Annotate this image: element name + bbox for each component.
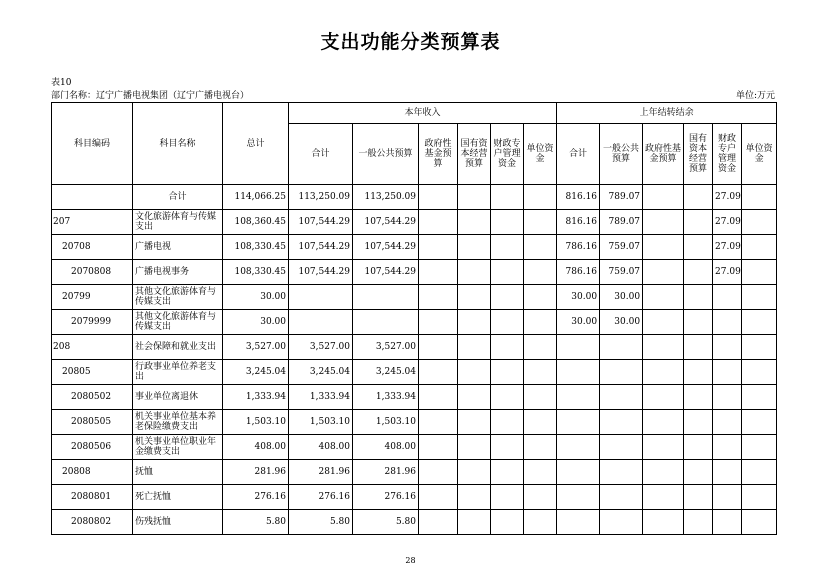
cell-cur-fiscal <box>491 460 524 485</box>
table-row <box>52 485 777 510</box>
cell-code: 2080801 <box>52 485 133 510</box>
cell-co-unit <box>742 385 777 410</box>
cell-co-soe <box>684 360 713 385</box>
cell-cur-total: 107,544.29 <box>289 260 353 285</box>
cell-co-unit <box>742 460 777 485</box>
table-row <box>52 510 777 535</box>
cell-co-general <box>600 485 643 510</box>
cell-total: 30.00 <box>223 310 289 335</box>
cell-co-gov-fund <box>643 185 684 210</box>
page-number: 28 <box>405 556 416 565</box>
cell-co-unit <box>742 310 777 335</box>
cell-code: 2079999 <box>52 310 133 335</box>
cell-cur-gov-fund <box>419 235 458 260</box>
cell-co-gov-fund <box>643 285 684 310</box>
cell-co-general: 30.00 <box>600 310 643 335</box>
cell-co-total: 30.00 <box>557 310 600 335</box>
cell-cur-soe <box>458 360 491 385</box>
cell-name: 事业单位离退休 <box>133 385 223 410</box>
cell-cur-general: 3,245.04 <box>353 360 419 385</box>
cell-co-gov-fund <box>643 260 684 285</box>
cell-co-soe <box>684 235 713 260</box>
cell-total: 1,333.94 <box>223 385 289 410</box>
cell-cur-soe <box>458 310 491 335</box>
cell-co-general <box>600 460 643 485</box>
cell-cur-general: 107,544.29 <box>353 260 419 285</box>
cell-co-soe <box>684 335 713 360</box>
cell-co-general: 789.07 <box>600 185 643 210</box>
cell-code: 2080502 <box>52 385 133 410</box>
cell-cur-fiscal <box>491 360 524 385</box>
header-cur-soe: 国有资本经营预算 <box>458 124 491 185</box>
cell-co-soe <box>684 260 713 285</box>
cell-cur-general: 1,503.10 <box>353 410 419 435</box>
cell-name: 行政事业单位养老支出 <box>133 360 223 385</box>
cell-co-total <box>557 335 600 360</box>
table-row <box>52 260 777 285</box>
cell-code: 20808 <box>52 460 133 485</box>
table-row <box>52 335 777 360</box>
cell-co-unit <box>742 210 777 235</box>
cell-cur-soe <box>458 285 491 310</box>
cell-cur-unit <box>524 485 557 510</box>
cell-co-total <box>557 485 600 510</box>
cell-cur-unit <box>524 460 557 485</box>
cell-cur-unit <box>524 310 557 335</box>
cell-cur-total: 5.80 <box>289 510 353 535</box>
cell-cur-unit <box>524 410 557 435</box>
cell-cur-fiscal <box>491 385 524 410</box>
cell-cur-soe <box>458 235 491 260</box>
cell-cur-unit <box>524 510 557 535</box>
cell-cur-general: 3,527.00 <box>353 335 419 360</box>
cell-cur-soe <box>458 335 491 360</box>
cell-co-total: 786.16 <box>557 260 600 285</box>
cell-cur-general <box>353 285 419 310</box>
cell-cur-soe <box>458 485 491 510</box>
cell-co-total <box>557 410 600 435</box>
table-row <box>52 385 777 410</box>
cell-co-total: 786.16 <box>557 235 600 260</box>
cell-cur-gov-fund <box>419 335 458 360</box>
cell-co-unit <box>742 335 777 360</box>
cell-co-gov-fund <box>643 485 684 510</box>
header-co-gov-fund: 政府性基金预算 <box>643 124 684 185</box>
cell-code: 207 <box>52 210 133 235</box>
cell-cur-total <box>289 285 353 310</box>
cell-cur-fiscal <box>491 235 524 260</box>
cell-co-gov-fund <box>643 335 684 360</box>
cell-total: 108,330.45 <box>223 235 289 260</box>
cell-co-gov-fund <box>643 410 684 435</box>
document-title: 支出功能分类预算表 <box>320 31 501 53</box>
table-row <box>52 310 777 335</box>
cell-co-general: 759.07 <box>600 260 643 285</box>
cell-code: 2070808 <box>52 260 133 285</box>
cell-cur-total: 3,245.04 <box>289 360 353 385</box>
cell-code: 208 <box>52 335 133 360</box>
cell-cur-soe <box>458 210 491 235</box>
table-row <box>52 435 777 460</box>
cell-co-gov-fund <box>643 210 684 235</box>
cell-co-gov-fund <box>643 235 684 260</box>
header-co-total: 合计 <box>557 124 600 185</box>
cell-co-soe <box>684 310 713 335</box>
cell-cur-fiscal <box>491 510 524 535</box>
table-number: 表10 <box>51 78 72 88</box>
table-row <box>52 360 777 385</box>
cell-co-unit <box>742 510 777 535</box>
header-cur-total: 合计 <box>289 124 353 185</box>
cell-name: 广播电视 <box>133 235 223 260</box>
cell-cur-soe <box>458 410 491 435</box>
table-row <box>52 210 777 235</box>
cell-total: 1,503.10 <box>223 410 289 435</box>
cell-co-soe <box>684 185 713 210</box>
header-cur-fiscal: 财政专户管理资金 <box>491 124 524 185</box>
cell-co-fiscal <box>713 410 742 435</box>
cell-cur-soe <box>458 510 491 535</box>
cell-co-soe <box>684 485 713 510</box>
cell-co-unit <box>742 285 777 310</box>
cell-name: 其他文化旅游体育与传媒支出 <box>133 310 223 335</box>
cell-co-unit <box>742 485 777 510</box>
cell-cur-gov-fund <box>419 260 458 285</box>
cell-cur-total: 1,333.94 <box>289 385 353 410</box>
cell-cur-gov-fund <box>419 360 458 385</box>
header-current-year: 本年收入 <box>289 103 557 124</box>
cell-co-fiscal <box>713 360 742 385</box>
cell-total: 108,360.45 <box>223 210 289 235</box>
cell-name: 机关事业单位基本养老保险缴费支出 <box>133 410 223 435</box>
cell-co-unit <box>742 235 777 260</box>
cell-cur-general: 281.96 <box>353 460 419 485</box>
cell-cur-total: 107,544.29 <box>289 235 353 260</box>
cell-co-unit <box>742 260 777 285</box>
budget-table <box>51 102 777 535</box>
cell-cur-general: 408.00 <box>353 435 419 460</box>
header-co-general: 一般公共预算 <box>600 124 643 185</box>
cell-co-fiscal <box>713 485 742 510</box>
cell-cur-fiscal <box>491 210 524 235</box>
cell-cur-total: 3,527.00 <box>289 335 353 360</box>
cell-co-fiscal <box>713 310 742 335</box>
header-name: 科目名称 <box>133 103 223 185</box>
cell-cur-gov-fund <box>419 510 458 535</box>
cell-co-soe <box>684 410 713 435</box>
cell-co-gov-fund <box>643 460 684 485</box>
cell-co-general: 759.07 <box>600 235 643 260</box>
cell-name: 社会保障和就业支出 <box>133 335 223 360</box>
cell-co-total: 816.16 <box>557 185 600 210</box>
header-co-soe: 国有资本经营预算 <box>684 124 713 185</box>
cell-cur-fiscal <box>491 185 524 210</box>
table-row <box>52 460 777 485</box>
cell-co-total: 816.16 <box>557 210 600 235</box>
cell-cur-unit <box>524 210 557 235</box>
cell-co-soe <box>684 510 713 535</box>
cell-cur-total: 107,544.29 <box>289 210 353 235</box>
cell-co-soe <box>684 385 713 410</box>
cell-cur-fiscal <box>491 285 524 310</box>
cell-co-soe <box>684 285 713 310</box>
cell-cur-general: 1,333.94 <box>353 385 419 410</box>
cell-co-fiscal <box>713 285 742 310</box>
cell-co-fiscal <box>713 335 742 360</box>
cell-cur-unit <box>524 385 557 410</box>
cell-name: 合计 <box>133 185 223 210</box>
cell-name: 抚恤 <box>133 460 223 485</box>
cell-co-general <box>600 360 643 385</box>
cell-cur-general: 113,250.09 <box>353 185 419 210</box>
cell-cur-soe <box>458 185 491 210</box>
cell-code: 20708 <box>52 235 133 260</box>
cell-cur-gov-fund <box>419 435 458 460</box>
cell-total: 276.16 <box>223 485 289 510</box>
cell-co-soe <box>684 460 713 485</box>
cell-code: 2080802 <box>52 510 133 535</box>
cell-cur-fiscal <box>491 410 524 435</box>
cell-name: 伤残抚恤 <box>133 510 223 535</box>
cell-cur-general: 5.80 <box>353 510 419 535</box>
cell-cur-unit <box>524 235 557 260</box>
cell-co-soe <box>684 210 713 235</box>
header-total: 总计 <box>223 103 289 185</box>
cell-cur-total: 408.00 <box>289 435 353 460</box>
cell-cur-general <box>353 310 419 335</box>
cell-cur-gov-fund <box>419 310 458 335</box>
cell-cur-unit <box>524 285 557 310</box>
cell-co-unit <box>742 360 777 385</box>
department-name: 部门名称：辽宁广播电视集团（辽宁广播电视台） <box>51 91 250 101</box>
cell-name: 文化旅游体育与传媒支出 <box>133 210 223 235</box>
cell-cur-soe <box>458 460 491 485</box>
cell-cur-total: 276.16 <box>289 485 353 510</box>
cell-total: 281.96 <box>223 460 289 485</box>
cell-co-total <box>557 460 600 485</box>
cell-cur-unit <box>524 360 557 385</box>
cell-co-general <box>600 385 643 410</box>
cell-cur-total: 113,250.09 <box>289 185 353 210</box>
cell-co-total <box>557 435 600 460</box>
cell-name: 死亡抚恤 <box>133 485 223 510</box>
cell-cur-unit <box>524 435 557 460</box>
cell-co-fiscal <box>713 460 742 485</box>
table-row <box>52 185 777 210</box>
cell-cur-fiscal <box>491 260 524 285</box>
header-carryover: 上年结转结余 <box>557 103 777 124</box>
table-row <box>52 410 777 435</box>
table-row <box>52 285 777 310</box>
cell-cur-unit <box>524 260 557 285</box>
cell-co-total <box>557 360 600 385</box>
cell-co-gov-fund <box>643 435 684 460</box>
table-row <box>52 235 777 260</box>
cell-cur-gov-fund <box>419 210 458 235</box>
cell-name: 机关事业单位职业年金缴费支出 <box>133 435 223 460</box>
cell-co-fiscal <box>713 510 742 535</box>
cell-code: 20799 <box>52 285 133 310</box>
cell-cur-general: 276.16 <box>353 485 419 510</box>
cell-total: 30.00 <box>223 285 289 310</box>
cell-cur-total: 281.96 <box>289 460 353 485</box>
cell-co-fiscal: 27.09 <box>713 235 742 260</box>
cell-cur-fiscal <box>491 335 524 360</box>
cell-cur-gov-fund <box>419 285 458 310</box>
cell-co-unit <box>742 410 777 435</box>
cell-co-fiscal <box>713 435 742 460</box>
cell-cur-fiscal <box>491 435 524 460</box>
cell-cur-gov-fund <box>419 410 458 435</box>
cell-co-total <box>557 385 600 410</box>
cell-total: 3,527.00 <box>223 335 289 360</box>
cell-cur-soe <box>458 260 491 285</box>
cell-total: 108,330.45 <box>223 260 289 285</box>
header-cur-gov-fund: 政府性基金预算 <box>419 124 458 185</box>
cell-cur-general: 107,544.29 <box>353 235 419 260</box>
cell-co-gov-fund <box>643 510 684 535</box>
cell-co-fiscal <box>713 385 742 410</box>
cell-total: 408.00 <box>223 435 289 460</box>
cell-name: 广播电视事务 <box>133 260 223 285</box>
cell-co-fiscal: 27.09 <box>713 260 742 285</box>
cell-co-unit <box>742 185 777 210</box>
cell-co-fiscal: 27.09 <box>713 185 742 210</box>
cell-cur-fiscal <box>491 485 524 510</box>
header-cur-general: 一般公共预算 <box>353 124 419 185</box>
header-cur-unit: 单位资金 <box>524 124 557 185</box>
cell-cur-soe <box>458 385 491 410</box>
cell-cur-gov-fund <box>419 485 458 510</box>
cell-co-general: 30.00 <box>600 285 643 310</box>
cell-cur-gov-fund <box>419 385 458 410</box>
cell-co-total: 30.00 <box>557 285 600 310</box>
header-co-unit: 单位资金 <box>742 124 777 185</box>
cell-co-general <box>600 435 643 460</box>
cell-code: 20805 <box>52 360 133 385</box>
cell-code: 2080506 <box>52 435 133 460</box>
cell-co-general <box>600 335 643 360</box>
cell-cur-unit <box>524 185 557 210</box>
cell-total: 5.80 <box>223 510 289 535</box>
cell-cur-total: 1,503.10 <box>289 410 353 435</box>
cell-total: 3,245.04 <box>223 360 289 385</box>
cell-co-unit <box>742 435 777 460</box>
cell-co-general <box>600 510 643 535</box>
cell-co-soe <box>684 435 713 460</box>
cell-co-gov-fund <box>643 385 684 410</box>
cell-cur-gov-fund <box>419 460 458 485</box>
header-code: 科目编码 <box>52 103 133 185</box>
cell-code: 2080505 <box>52 410 133 435</box>
cell-co-general <box>600 410 643 435</box>
cell-cur-total <box>289 310 353 335</box>
unit-label: 单位:万元 <box>735 91 775 101</box>
cell-co-gov-fund <box>643 310 684 335</box>
cell-co-general: 789.07 <box>600 210 643 235</box>
cell-cur-unit <box>524 335 557 360</box>
cell-cur-gov-fund <box>419 185 458 210</box>
cell-co-gov-fund <box>643 360 684 385</box>
cell-co-fiscal: 27.09 <box>713 210 742 235</box>
cell-total: 114,066.25 <box>223 185 289 210</box>
cell-cur-fiscal <box>491 310 524 335</box>
cell-cur-general: 107,544.29 <box>353 210 419 235</box>
cell-co-total <box>557 510 600 535</box>
cell-name: 其他文化旅游体育与传媒支出 <box>133 285 223 310</box>
cell-cur-soe <box>458 435 491 460</box>
cell-code <box>52 185 133 210</box>
header-co-fiscal: 财政专户管理资金 <box>713 124 742 185</box>
